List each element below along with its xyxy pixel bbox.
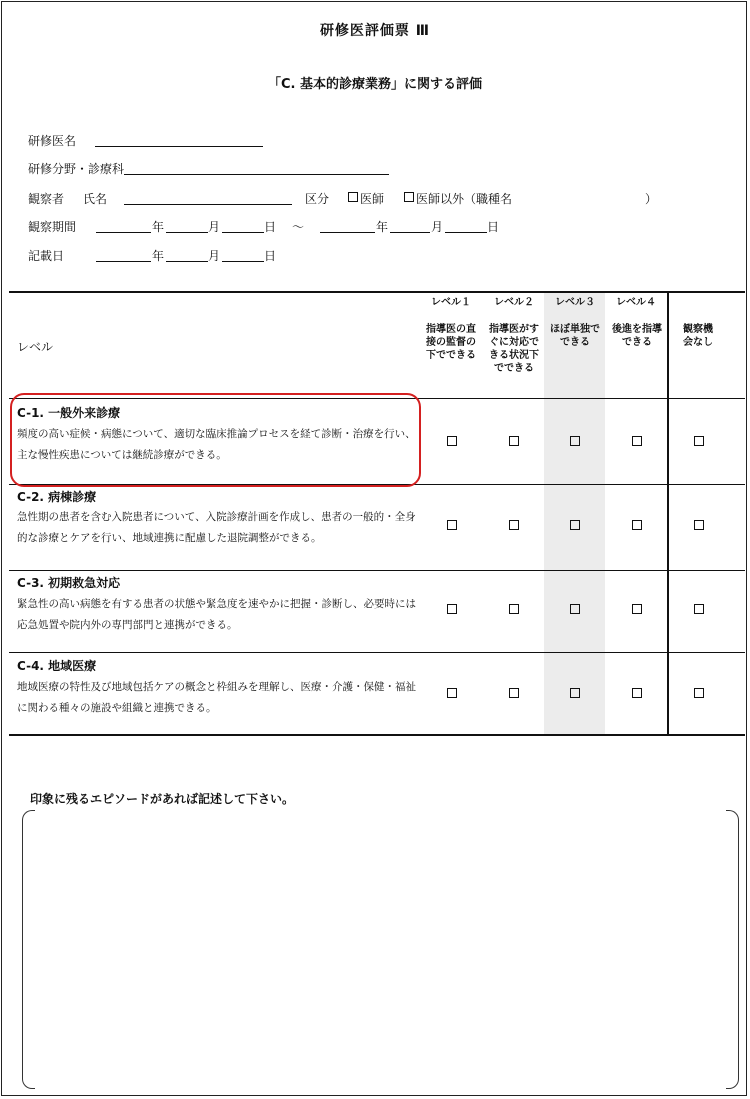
day-unit: 日 <box>264 249 277 263</box>
period-label: 観察期間 <box>28 220 77 234</box>
observer-label: 観察者 <box>28 192 65 206</box>
record-year-field[interactable] <box>96 261 151 262</box>
non-doctor-option-label: 医師以外（職種名 <box>416 192 513 206</box>
row-c1-level3-checkbox[interactable] <box>570 436 580 446</box>
day-unit: 日 <box>487 220 500 234</box>
table-row-divider <box>9 570 745 571</box>
row-c4-level4-checkbox[interactable] <box>632 688 642 698</box>
row-c2-description: 急性期の患者を含む入院患者について、入院診療計画を作成し、患者の一般的・全身的な診療とケアを行い、地域連携に配慮した退院調整ができる。 <box>17 511 416 544</box>
doctor-checkbox[interactable] <box>348 192 358 202</box>
row-c4-no-opportunity-checkbox[interactable] <box>694 688 704 698</box>
row-c1-level2-checkbox[interactable] <box>509 436 519 446</box>
row-c4-title: C-4. 地域医療 <box>17 659 97 673</box>
level3-header: レベル３ <box>555 297 595 308</box>
period-end-month-field[interactable] <box>390 232 430 233</box>
row-c1-no-opportunity-checkbox[interactable] <box>694 436 704 446</box>
level-header: レベル <box>17 340 54 354</box>
year-unit: 年 <box>376 220 389 234</box>
row-c3-no-opportunity-checkbox[interactable] <box>694 604 704 614</box>
level4-header: レベル４ <box>616 297 656 308</box>
row-c4-level2-checkbox[interactable] <box>509 688 519 698</box>
row-c3-level1-checkbox[interactable] <box>447 604 457 614</box>
row-c1-level1-checkbox[interactable] <box>447 436 457 446</box>
year-unit: 年 <box>152 220 165 234</box>
episode-box-left-bracket <box>22 810 35 1089</box>
resident-name-label: 研修医名 <box>28 134 77 148</box>
row-c3-level4-checkbox[interactable] <box>632 604 642 614</box>
row-c1-level4-checkbox[interactable] <box>632 436 642 446</box>
row-c2-level4-checkbox[interactable] <box>632 520 642 530</box>
level2-description: 指導医がすぐに対応できる状況下でできる <box>489 324 539 374</box>
table-bottom-border <box>9 734 745 736</box>
observer-name-label: 氏名 <box>83 192 108 206</box>
row-c1-title: C-1. 一般外来診療 <box>17 406 121 420</box>
level1-description: 指導医の直接の監督の下でできる <box>426 324 476 361</box>
department-label: 研修分野・診療科 <box>28 162 125 176</box>
period-end-year-field[interactable] <box>320 232 375 233</box>
resident-name-field[interactable] <box>95 146 263 147</box>
row-c4-level3-checkbox[interactable] <box>570 688 580 698</box>
row-c2-level3-checkbox[interactable] <box>570 520 580 530</box>
close-paren: ） <box>645 192 658 206</box>
page-subtitle: 「C. 基本的診療業務」に関する評価 <box>267 77 482 92</box>
record-month-field[interactable] <box>166 261 208 262</box>
row-c1-highlight <box>10 393 421 487</box>
level4-description: 後進を指導できる <box>612 324 662 348</box>
record-day-field[interactable] <box>222 261 264 262</box>
observer-name-field[interactable] <box>124 204 292 205</box>
row-c3-level3-checkbox[interactable] <box>570 604 580 614</box>
page-title: 研修医評価票 Ⅲ <box>319 23 431 39</box>
period-end-day-field[interactable] <box>445 232 487 233</box>
row-c4-level1-checkbox[interactable] <box>447 688 457 698</box>
table-row-divider <box>9 652 745 653</box>
department-field[interactable] <box>124 174 389 175</box>
tilde: ～ <box>292 220 305 234</box>
month-unit: 月 <box>208 220 221 234</box>
row-c4-description: 地域医療の特性及び地域包括ケアの概念と枠組みを理解し、医療・介護・保健・福祉に関わる種々の施設や組織と連携できる。 <box>17 681 416 714</box>
episode-prompt: 印象に残るエピソードがあれば記述して下さい。 <box>30 792 295 806</box>
doctor-option-label: 医師 <box>360 192 385 206</box>
period-start-year-field[interactable] <box>96 232 151 233</box>
episode-textarea[interactable] <box>36 812 724 1084</box>
row-c2-no-opportunity-checkbox[interactable] <box>694 520 704 530</box>
non-doctor-checkbox[interactable] <box>404 192 414 202</box>
no-opportunity-header: 観察機会なし <box>683 324 713 348</box>
table-column-divider <box>667 291 669 735</box>
level2-header: レベル２ <box>494 297 534 308</box>
level3-description: ほぼ単独でできる <box>550 324 600 348</box>
category-label: 区分 <box>305 192 330 206</box>
row-c2-level2-checkbox[interactable] <box>509 520 519 530</box>
row-c2-level1-checkbox[interactable] <box>447 520 457 530</box>
table-top-border <box>9 291 745 293</box>
month-unit: 月 <box>431 220 444 234</box>
level3-column-shading <box>544 291 605 735</box>
row-c3-title: C-3. 初期救急対応 <box>17 576 121 590</box>
level1-header: レベル１ <box>431 297 471 308</box>
year-unit: 年 <box>152 249 165 263</box>
row-c3-level2-checkbox[interactable] <box>509 604 519 614</box>
row-c1-description: 頻度の高い症候・病態について、適切な臨床推論プロセスを経て診断・治療を行い、主な慢性疾患については継続診療ができる。 <box>17 428 416 461</box>
row-c3-description: 緊急性の高い病態を有する患者の状態や緊急度を速やかに把握・診断し、必要時には応急処置や院内外の専門部門と連携ができる。 <box>17 598 416 631</box>
episode-box-right-bracket <box>726 810 739 1089</box>
period-start-day-field[interactable] <box>222 232 264 233</box>
date-label: 記載日 <box>28 249 65 263</box>
day-unit: 日 <box>264 220 277 234</box>
period-start-month-field[interactable] <box>166 232 208 233</box>
row-c2-title: C-2. 病棟診療 <box>17 490 97 504</box>
month-unit: 月 <box>208 249 221 263</box>
